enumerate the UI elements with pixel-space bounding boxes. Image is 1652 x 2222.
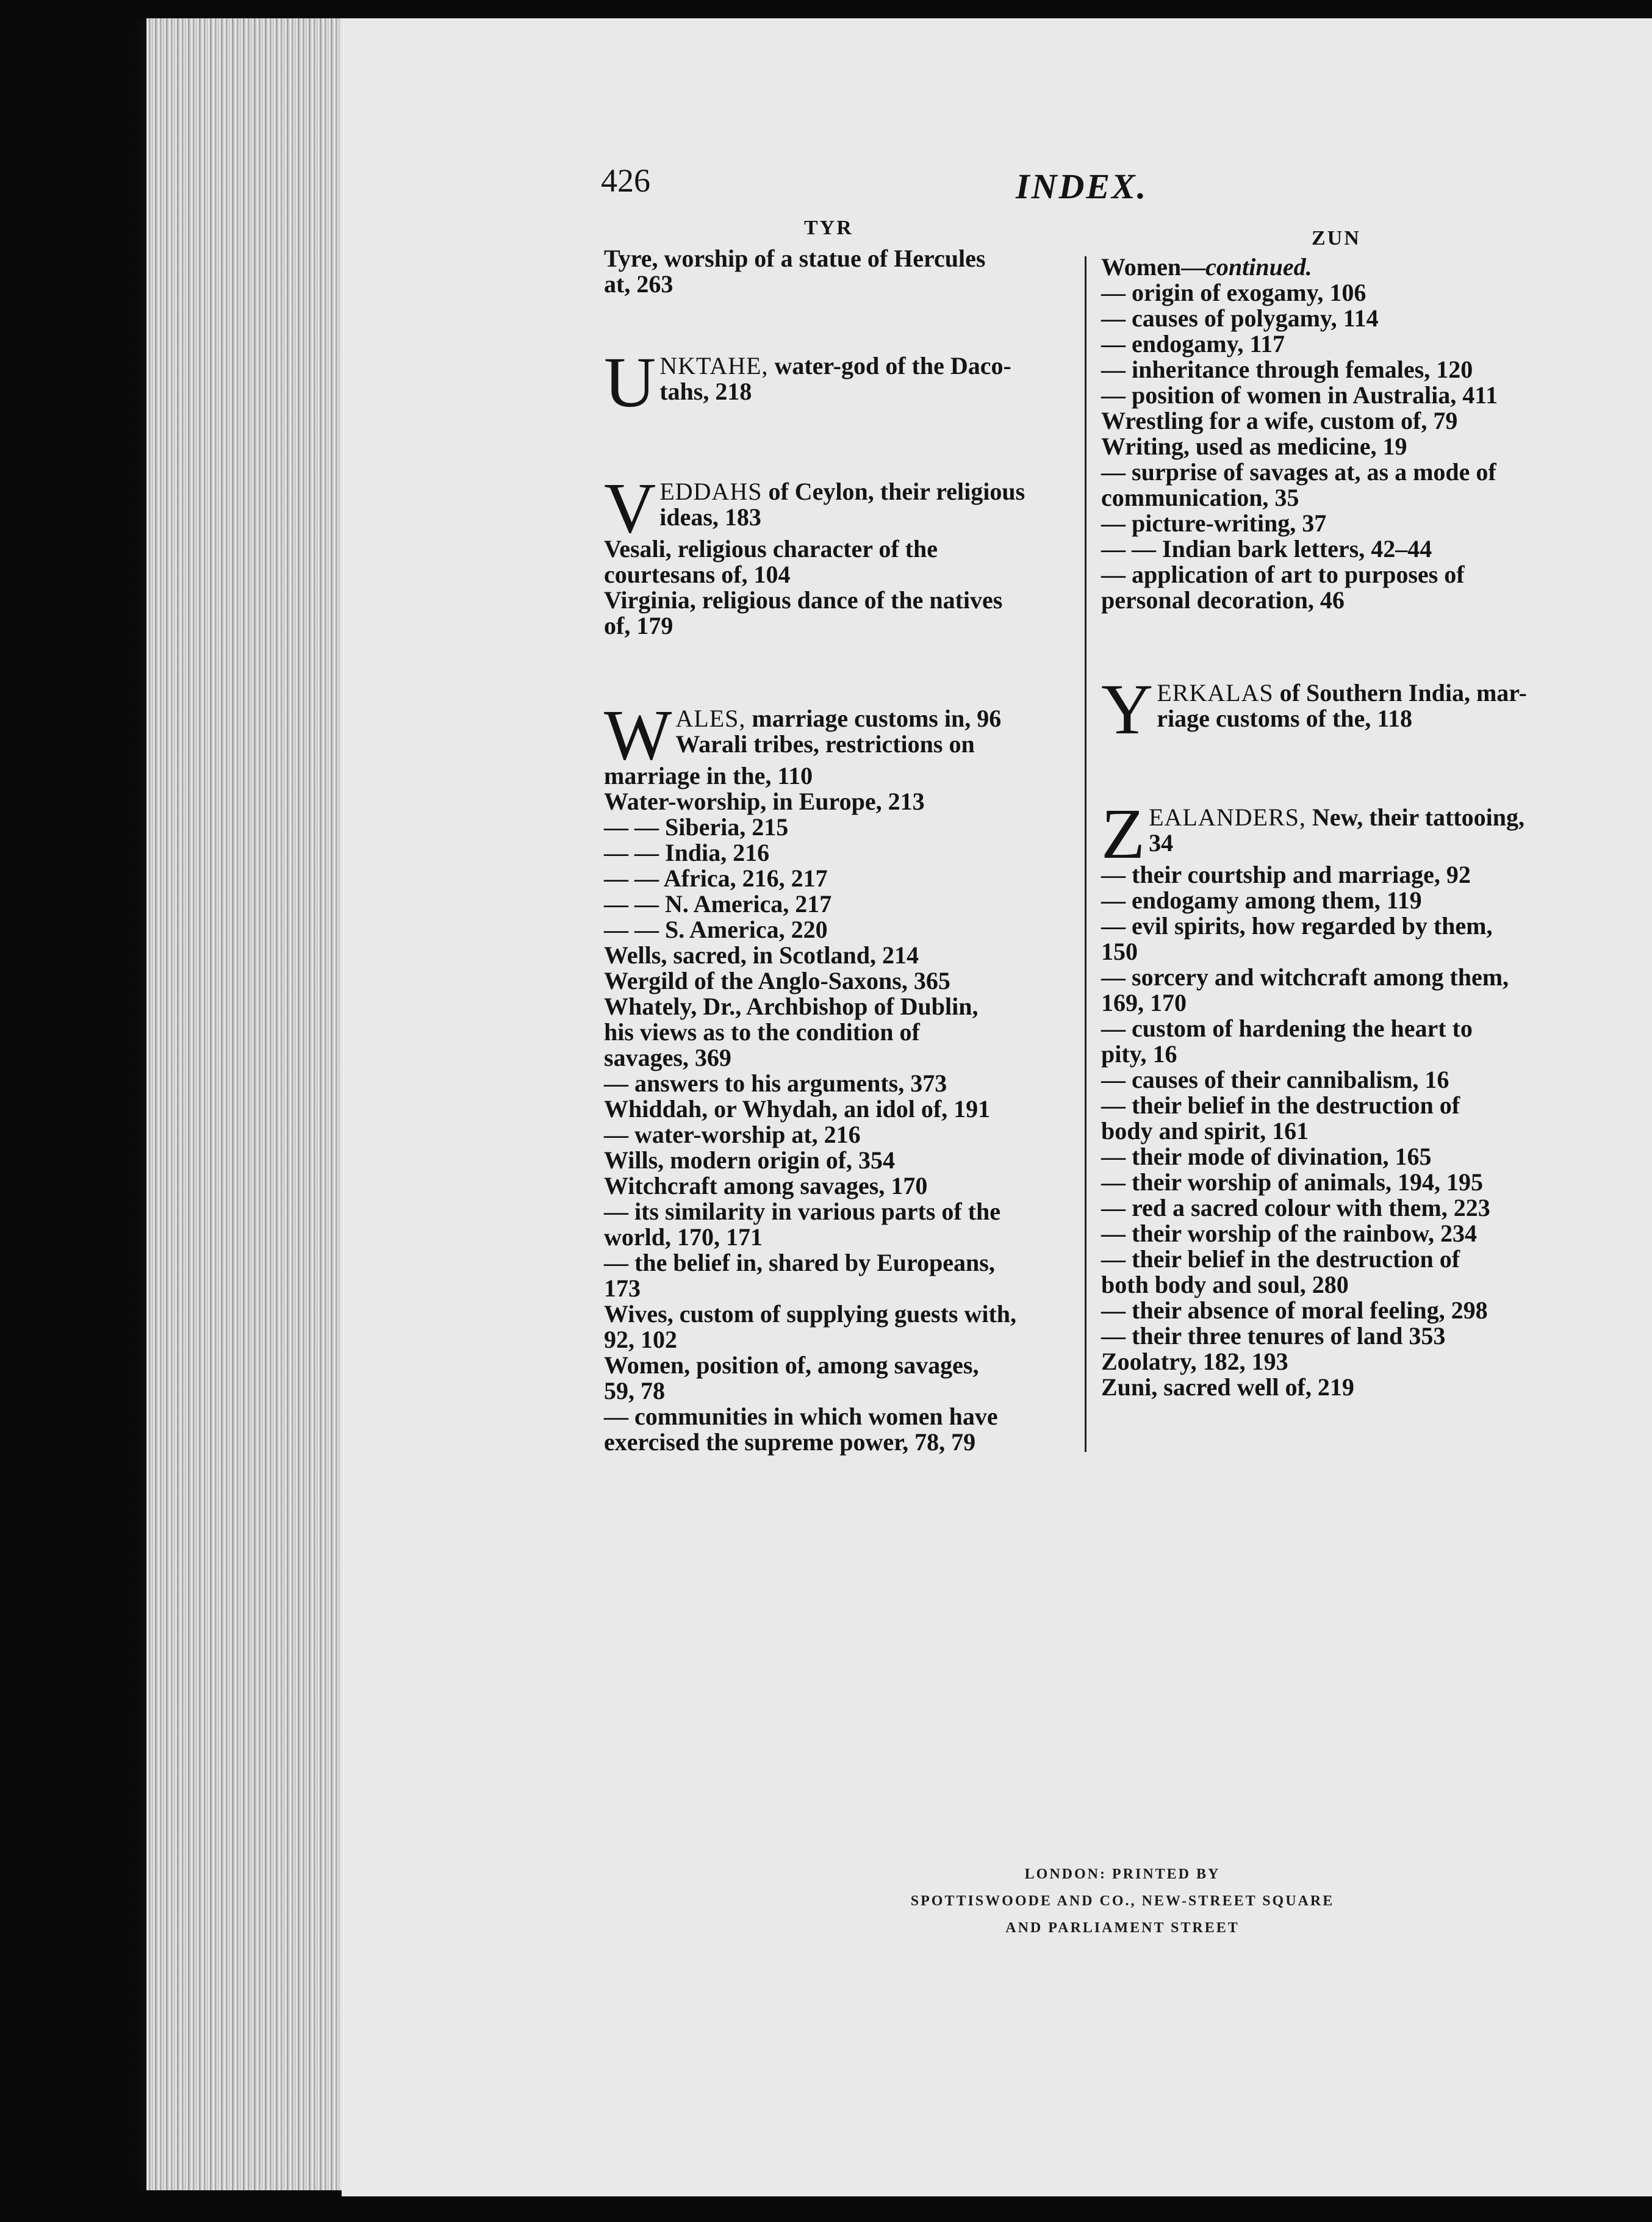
index-subentry: — sorcery and witchcraft among them, 169, 170	[1101, 963, 1509, 1016]
index-subentry: — application of art to purposes of personal decoration, 46	[1101, 561, 1465, 614]
index-subentry: — water-worship at, 216	[604, 1121, 861, 1148]
imprint-line: SPOTTISWOODE AND CO., NEW-STREET SQUARE	[910, 1893, 1335, 1909]
index-entry-zealanders: Z EALANDERS, New, their tattooing, 34	[1101, 794, 1525, 874]
index-entry-whately: Whately, Dr., Archbishop of Dublin, his views as to the condition of savages, 369	[604, 993, 979, 1071]
index-entry-zuni: Zuni, sacred well of, 219	[1101, 1373, 1354, 1401]
index-entry-wales: W ALES, marriage customs in, 96 Warali tribes, restrictions on	[604, 695, 1002, 775]
index-entry-unktahe: U NKTAHE, water-god of the Daco- tahs, 218	[604, 342, 1011, 422]
drop-cap-z: Z	[1101, 794, 1146, 874]
drop-cap-u: U	[604, 342, 656, 422]
index-subentry: — endogamy among them, 119	[1101, 886, 1422, 914]
index-subentry: — their courtship and marriage, 92	[1101, 861, 1471, 888]
index-entry-vesali: Vesali, religious character of the courtesans of, 104	[604, 535, 938, 588]
index-subentry: — custom of hardening the heart to pity, 16	[1101, 1015, 1473, 1068]
index-subentry: — their belief in the destruction of both body and soul, 280	[1101, 1245, 1460, 1298]
drop-cap-w: W	[604, 695, 672, 775]
index-entry-wives: Wives, custom of supplying guests with, 92, 102	[604, 1300, 1017, 1353]
page-title: INDEX.	[1016, 167, 1148, 206]
index-entry-witchcraft: Witchcraft among savages, 170	[604, 1172, 928, 1199]
printer-imprint	[817, 1861, 1428, 1941]
index-subentry: — — N. America, 217	[604, 890, 832, 918]
index-subentry: — their worship of the rainbow, 234	[1101, 1220, 1477, 1247]
index-entry-water-worship: Water-worship, in Europe, 213	[604, 788, 925, 815]
index-subentry: — surprise of savages at, as a mode of communication, 35	[1101, 458, 1496, 511]
index-subentry: — — Africa, 216, 217	[604, 865, 828, 892]
index-entry-zoolatry: Zoolatry, 182, 193	[1101, 1348, 1288, 1375]
index-subentry: — the belief in, shared by Europeans, 173	[604, 1249, 995, 1302]
index-entry-wills: Wills, modern origin of, 354	[604, 1146, 896, 1174]
index-subentry: — their mode of divination, 165	[1101, 1143, 1432, 1170]
index-subentry: — — Siberia, 215	[604, 813, 789, 841]
right-column	[1101, 254, 1546, 1400]
imprint-line: AND PARLIAMENT STREET	[1005, 1920, 1240, 1936]
drop-cap-y: Y	[1101, 669, 1154, 749]
index-entry-yerkalas: Y ERKALAS of Southern India, mar- riage customs of the, 118	[1101, 669, 1527, 749]
index-entry-women-continued: Women—continued.	[1101, 253, 1312, 281]
index-entry-virginia: Virginia, religious dance of the natives of, 179	[604, 586, 1003, 639]
index-subentry: — inheritance through females, 120	[1101, 356, 1473, 383]
index-subentry: — — India, 216	[604, 839, 770, 866]
right-running-head: ZUN	[1312, 227, 1361, 250]
index-subentry: — red a sacred colour with them, 223	[1101, 1194, 1490, 1221]
page-number: 426	[601, 162, 650, 199]
index-entry-wrestling: Wrestling for a wife, custom of, 79	[1101, 407, 1458, 434]
index-entry-veddahs: V EDDAHS of Ceylon, their religious ideas, 183	[604, 468, 1025, 548]
index-subentry: — answers to his arguments, 373	[604, 1070, 947, 1097]
left-running-head: TYR	[804, 217, 853, 239]
column-divider	[1085, 256, 1086, 1452]
index-subentry: — endogamy, 117	[1101, 330, 1285, 358]
drop-cap-v: V	[604, 468, 656, 548]
index-entry-wells: Wells, sacred, in Scotland, 214	[604, 941, 919, 969]
index-subentry: — its similarity in various parts of the world, 170, 171	[604, 1198, 1000, 1251]
index-subentry: — their three tenures of land 353	[1101, 1322, 1446, 1350]
index-subentry: — — Indian bark letters, 42–44	[1101, 535, 1432, 563]
index-subentry: — their worship of animals, 194, 195	[1101, 1168, 1483, 1196]
index-subentry: — their belief in the destruction of body and spirit, 161	[1101, 1091, 1460, 1145]
index-subentry: — communities in which women have exercised the supreme power, 78, 79	[604, 1403, 998, 1456]
index-subentry: — evil spirits, how regarded by them, 150	[1101, 912, 1493, 965]
imprint-line: LONDON: PRINTED BY	[1024, 1866, 1221, 1882]
index-subentry: — — S. America, 220	[604, 916, 828, 943]
left-column	[604, 246, 1055, 1455]
index-entry-women: Women, position of, among savages, 59, 78	[604, 1351, 979, 1404]
index-subentry: — their absence of moral feeling, 298	[1101, 1296, 1488, 1324]
index-entry-whiddah: Whiddah, or Whydah, an idol of, 191	[604, 1095, 991, 1123]
index-subentry: — picture-writing, 37	[1101, 509, 1327, 537]
index-subentry: — position of women in Australia, 411	[1101, 381, 1498, 409]
index-entry-warali-cont: marriage in the, 110	[604, 762, 813, 789]
index-subentry: — origin of exogamy, 106	[1101, 279, 1366, 306]
index-entry-writing: Writing, used as medicine, 19	[1101, 433, 1407, 460]
index-subentry: — causes of polygamy, 114	[1101, 304, 1379, 332]
index-entry-wergild: Wergild of the Anglo-Saxons, 365	[604, 967, 950, 994]
index-subentry: — causes of their cannibalism, 16	[1101, 1066, 1449, 1093]
index-entry-tyre: Tyre, worship of a statue of Hercules at, 263	[604, 245, 986, 298]
